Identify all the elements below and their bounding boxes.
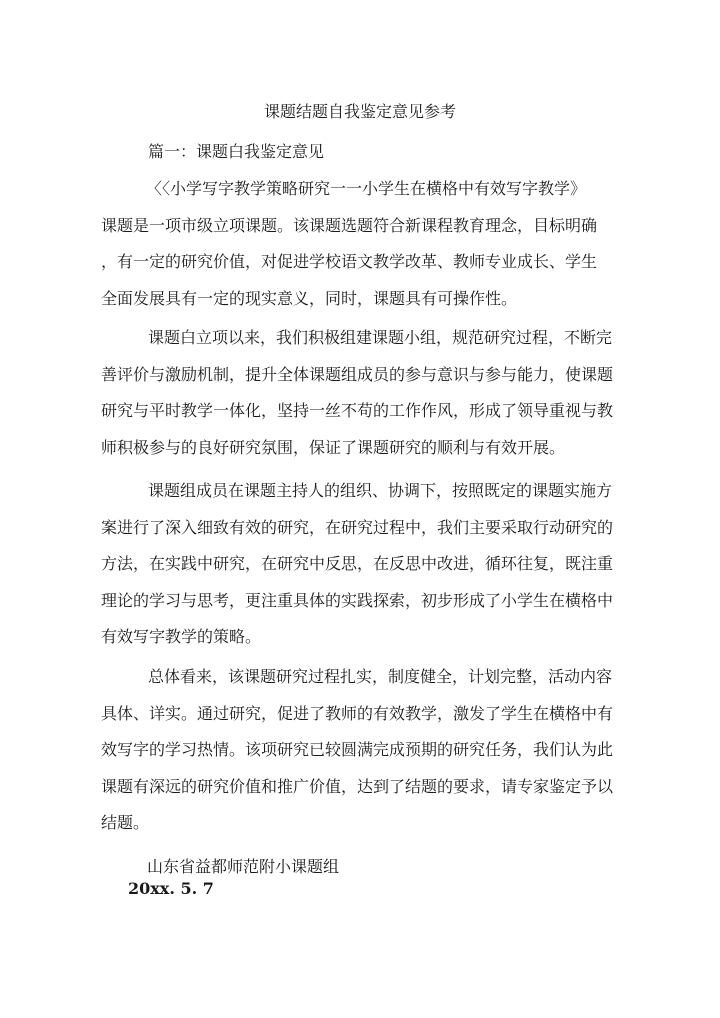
paragraph-line: 案进行了深入细致有效的研究，在研究过程中，我们主要采取行动研究的: [101, 517, 614, 537]
paragraph-line: 课题是一项市级立项课题。该课题选题符合新课程教育理念，目标明确: [101, 215, 598, 235]
paragraph-3: [101, 473, 621, 656]
paragraph-1: [101, 171, 621, 317]
paragraph-line: 研究与平时教学一体化，坚持一丝不苟的工作作风，形成了领导重视与教: [101, 401, 614, 421]
paragraph-line: 效写字的学习热情。该项研究已较圆满完成预期的研究任务，我们认为此: [101, 740, 614, 760]
signature: 山东省益都师范附小课题组: [147, 857, 340, 876]
paragraph-line: 课题组成员在课题主持人的组织、协调下，按照既定的课题实施方: [148, 481, 613, 500]
paragraph-line: 全面发展具有一定的现实意义，同时，课题具有可操作性。: [101, 288, 518, 308]
paragraph-line: 师积极参与的良好研究氛围，保证了课题研究的顺利与有效开展。: [101, 437, 566, 457]
paragraph-line: 善评价与激励机制，提升全体课题组成员的参与意识与参与能力，使课题: [101, 364, 614, 384]
paragraph-line: 理论的学习与思考，更注重具体的实践探索，初步形成了小学生在横格中: [101, 590, 614, 610]
paragraph-line: 课题有深远的研究价值和推广价值，达到了结题的要求，请专家鉴定予以: [101, 776, 614, 796]
paragraph-2: [101, 320, 621, 466]
paragraph-line: 课题白立项以来，我们积极组建课题小组，规范研究过程，不断完: [148, 328, 613, 347]
paragraph-line: 总体看来，该课题研究过程扎实，制度健全，计划完整，活动内容: [148, 667, 613, 686]
document-date: 20xx. 5. 7: [128, 879, 214, 898]
paragraph-4: [101, 659, 621, 842]
section-heading: 篇一：课题白我鉴定意见: [148, 142, 325, 161]
paragraph-line: 结题。: [101, 813, 150, 833]
paragraph-line: 具体、详实。通过研究，促进了教师的有效教学，激发了学生在横格中有: [101, 703, 614, 723]
paragraph-line: 〈〈小学写字教学策略研究一一小学生在横格中有效写字教学》: [146, 179, 587, 198]
paragraph-line: 方法，在实践中研究，在研究中反思，在反思中改进，循环往复，既注重: [101, 554, 614, 574]
paragraph-line: ，有一定的研究价值，对促进学校语文教学改革、教师专业成长、学生: [101, 252, 598, 272]
paragraph-line: 有效写字教学的策略。: [101, 627, 262, 647]
document-title: 课题结题自我鉴定意见参考: [263, 102, 456, 121]
